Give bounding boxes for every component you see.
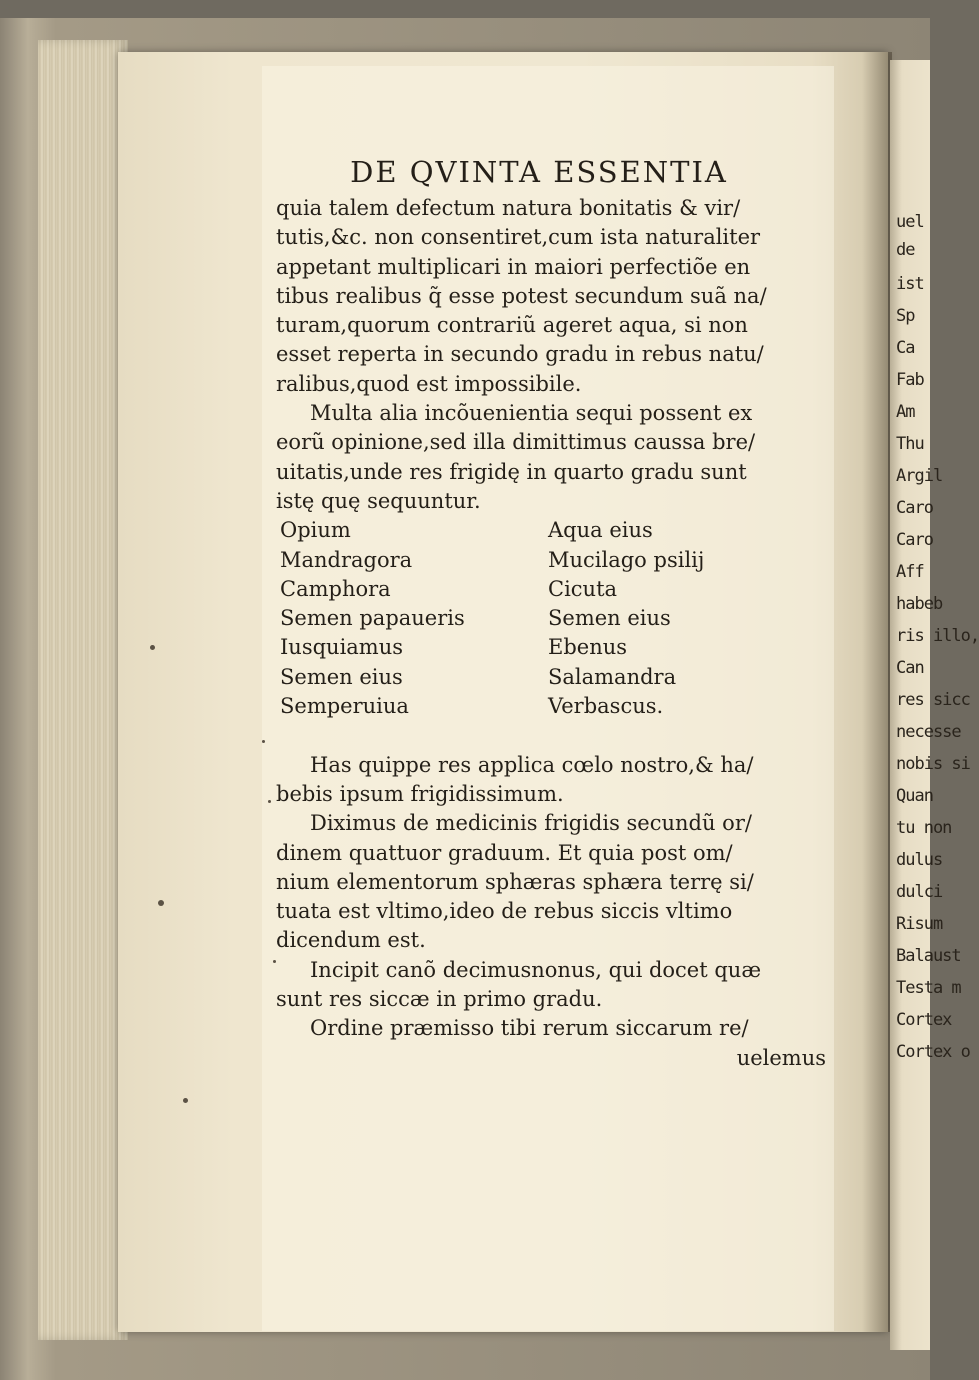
page-text	[276, 150, 826, 1073]
text-line: appetant multiplicari in maiori perfectiõe en	[276, 254, 751, 279]
text-line: ralibus,quod est impossibile.	[276, 371, 582, 396]
page-edges	[38, 40, 128, 1340]
facing-page	[890, 60, 979, 1350]
list-item	[276, 546, 826, 575]
list-left: Iusquiamus	[280, 635, 404, 660]
facing-line: necesse	[896, 722, 961, 742]
list-left: Opium	[280, 518, 351, 543]
list-item	[276, 633, 826, 662]
text-line: Multa alia incõuenientia sequi possent ex	[310, 401, 753, 426]
remedy-list	[276, 516, 826, 750]
facing-line: dulus	[896, 850, 943, 870]
text-line: istę quę sequuntur.	[276, 488, 481, 513]
list-item	[276, 516, 826, 545]
gutter-shadow	[862, 52, 892, 1332]
facing-line: de	[896, 240, 915, 260]
facing-line: Balaust	[896, 946, 961, 966]
list-right: Cicuta	[548, 576, 618, 601]
list-left: Semperuiua	[280, 694, 409, 719]
facing-line: nobis si	[896, 754, 970, 774]
list-right: Ebenus	[548, 635, 628, 660]
facing-line: Caro	[896, 498, 933, 518]
list-item	[276, 663, 826, 692]
text-line: esset reperta in secundo gradu in rebus natu/	[276, 342, 764, 367]
text-line: dicendum est.	[276, 928, 426, 953]
list-item	[276, 692, 826, 721]
list-right: Mucilago psilij	[548, 547, 705, 572]
list-left: Semen eius	[280, 664, 403, 689]
facing-line: Fab	[896, 370, 924, 390]
text-line: bebis ipsum frigidissimum.	[276, 781, 564, 806]
list-item	[276, 575, 826, 604]
facing-line: ist	[896, 274, 924, 294]
list-right: Aqua eius	[548, 518, 653, 543]
facing-line: res sicc	[896, 690, 970, 710]
facing-line: Aff	[896, 562, 924, 582]
text-line: Incipit canõ decimusnonus, qui docet quæ	[310, 957, 762, 982]
facing-line: tu non	[896, 818, 952, 838]
text-line: Ordine præmisso tibi rerum siccarum re/	[310, 1016, 749, 1041]
list-left: Semen papaueris	[280, 606, 465, 631]
facing-line: uel	[896, 212, 924, 232]
facing-line: Cortex	[896, 1010, 952, 1030]
text-line: nium elementorum sphæras sphæra terrę si/	[276, 869, 754, 894]
text-line: tutis,&c. non consentiret,cum ista naturaliter	[276, 225, 761, 250]
list-right: Semen eius	[548, 606, 671, 631]
facing-line: Quan	[896, 786, 933, 806]
text-line: sunt res siccæ in primo gradu.	[276, 987, 603, 1012]
text-line: uitatis,unde res frigidę in quarto gradu sunt	[276, 459, 747, 484]
facing-line: Risum	[896, 914, 943, 934]
facing-line: Ca	[896, 338, 915, 358]
facing-line: habeb	[896, 594, 943, 614]
text-line: tibus realibus q̃ esse potest secundum suã na/	[276, 283, 767, 308]
facing-line: dulci	[896, 882, 943, 902]
text-line: eorũ opinione,sed illa dimittimus caussa bre/	[276, 430, 756, 455]
text-line: quia talem defectum natura bonitatis & vir/	[276, 196, 741, 220]
text-line: turam,quorum contrariũ ageret aqua, si non	[276, 313, 748, 338]
facing-line: Thu	[896, 434, 924, 454]
catchword: uelemus	[736, 1045, 826, 1070]
list-left: Camphora	[280, 576, 391, 601]
list-right: Verbascus.	[548, 694, 664, 719]
running-head: DE QVINTA ESSENTIA	[350, 155, 728, 189]
facing-line: Argil	[896, 466, 943, 486]
list-item	[276, 604, 826, 633]
facing-line: Testa m	[896, 978, 961, 998]
facing-line: Am	[896, 402, 915, 422]
list-right: Salamandra	[548, 664, 677, 689]
list-left: Mandragora	[280, 547, 413, 572]
text-line: Has quippe res applica cœlo nostro,& ha/	[310, 752, 754, 777]
facing-line: ris illo,	[896, 626, 979, 646]
text-line: dinem quattuor graduum. Et quia post om/	[276, 840, 733, 865]
facing-line: Can	[896, 658, 924, 678]
text-line: Diximus de medicinis frigidis secundũ or/	[310, 811, 752, 836]
facing-line: Caro	[896, 530, 933, 550]
facing-line: Sp	[896, 306, 915, 326]
facing-line: Cortex o	[896, 1042, 970, 1062]
text-line: tuata est vltimo,ideo de rebus siccis vltimo	[276, 899, 733, 924]
